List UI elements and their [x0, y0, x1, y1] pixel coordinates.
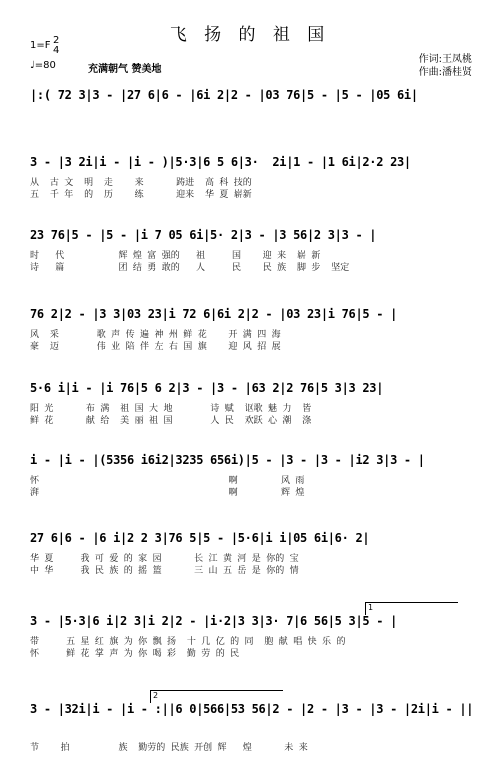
- notes-row: |:( 72 3|3 - |27 6|6 - |6i 2|2 - |03 76|5 - |5 - |05 6i|: [30, 88, 418, 102]
- lyrics-verse-1: 华 夏 我 可 爱 的 家 园 长 江 黄 河 是 你的 宝: [30, 554, 299, 564]
- lyrics-verse-2: 诗 篇 团 结 勇 敢的 人 民 民 族 脚 步 坚定: [30, 263, 350, 273]
- second-ending-bracket: 2: [150, 690, 283, 703]
- notes-row: 3 - |5·3|6 i|2 3|i 2|2 - |i·2|3 3|3· 7|6 56|5 3|5 - |: [30, 614, 398, 628]
- lyrics-verse-2: 五 千 年 的 历 练 迎来 华 夏 崭新: [30, 190, 252, 200]
- lyrics-verse-1: 风 采 歌 声 传 遍 神 州 鲜 花 开 满 四 海: [30, 330, 281, 340]
- staff-system-5: [30, 381, 480, 425]
- tempo-mark: ♩=80: [30, 60, 56, 71]
- notes-row: i - |i - |(5356 i6i2|3235 656i)|5 - |3 - |3 - |i2 3|3 - |: [30, 453, 425, 467]
- lyrics-verse-1: 阳 光 布 满 祖 国 大 地 诗 赋 讴歌 魅 力 皆: [30, 404, 312, 414]
- lyrics-verse-1: 时 代 辉 煌 富 强的 祖 国 迎 来 崭 新: [30, 251, 321, 261]
- lyrics-verse-2: 怀 鲜 花 掌 声 为 你 喝 彩 勤 劳 的 民: [30, 649, 240, 659]
- key-signature: 1=F: [30, 40, 51, 51]
- lyrics-verse-2: 湃 啊 辉 煌: [30, 488, 305, 498]
- composer-credit: 作曲:潘桂贤: [418, 67, 472, 78]
- lyricist-credit: 作词:王凤桃: [418, 54, 472, 65]
- time-numerator: 2: [53, 35, 60, 46]
- notes-row: 27 6|6 - |6 i|2 2 3|76 5|5 - |5·6|i i|05 6i|6· 2|: [30, 531, 370, 545]
- lyrics-verse-2: 豪 迈 伟 业 陪 伴 左 右 国 旗 迎 风 招 展: [30, 342, 281, 352]
- staff-system-4: [30, 307, 480, 351]
- lyrics-verse-1: 节 拍 族 勤劳的 民族 开创 辉 煌 未 来: [30, 743, 308, 753]
- lyrics-verse-1: 怀 啊 风 雨: [30, 476, 305, 486]
- staff-system-8: [30, 603, 480, 659]
- staff-system-9: [30, 691, 480, 753]
- lyrics-verse-1: 带 五 星 红 旗 为 你 飘 扬 十 几 亿 的 同 胞 献 唱 快 乐 的: [30, 637, 346, 647]
- notes-row: 3 - |32i|i - |i - :||6 0|566|53 56|2 - |2 - |3 - |3 - |2i|i - ||: [30, 702, 474, 716]
- staff-system-7: [30, 531, 480, 575]
- song-title: 飞 扬 的 祖 国: [169, 25, 331, 45]
- staff-system-3: [30, 228, 480, 272]
- notes-row: 3 - |3 2i|i - |i - )|5·3|6 5 6|3· 2i|1 - |1 6i|2·2 23|: [30, 155, 411, 169]
- time-signature: [53, 36, 59, 56]
- first-ending-bracket: 1: [365, 602, 458, 615]
- notes-row: 76 2|2 - |3 3|03 23|i 72 6|6i 2|2 - |03 23|i 76|5 - |: [30, 307, 398, 321]
- expression-mark: 充满朝气 赞美地: [88, 64, 162, 75]
- notes-row: 23 76|5 - |5 - |i 7 05 6i|5· 2|3 - |3 56|2 3|3 - |: [30, 228, 377, 242]
- staff-system-6: [30, 453, 480, 497]
- staff-system-2: [30, 155, 480, 199]
- lyrics-verse-1: 从 古 文 明 走 来 踌进 高 科 技的: [30, 178, 252, 188]
- staff-system-1: [30, 88, 480, 108]
- notes-row: 5·6 i|i - |i 76|5 6 2|3 - |3 - |63 2|2 76|5 3|3 23|: [30, 381, 384, 395]
- lyrics-verse-2: 鲜 花 献 给 美 丽 祖 国 人 民 欢跃 心 潮 涤: [30, 416, 312, 426]
- lyrics-verse-2: 中 华 我 民 族 的 摇 篮 三 山 五 岳 是 你的 情: [30, 566, 299, 576]
- time-denominator: 4: [53, 45, 60, 56]
